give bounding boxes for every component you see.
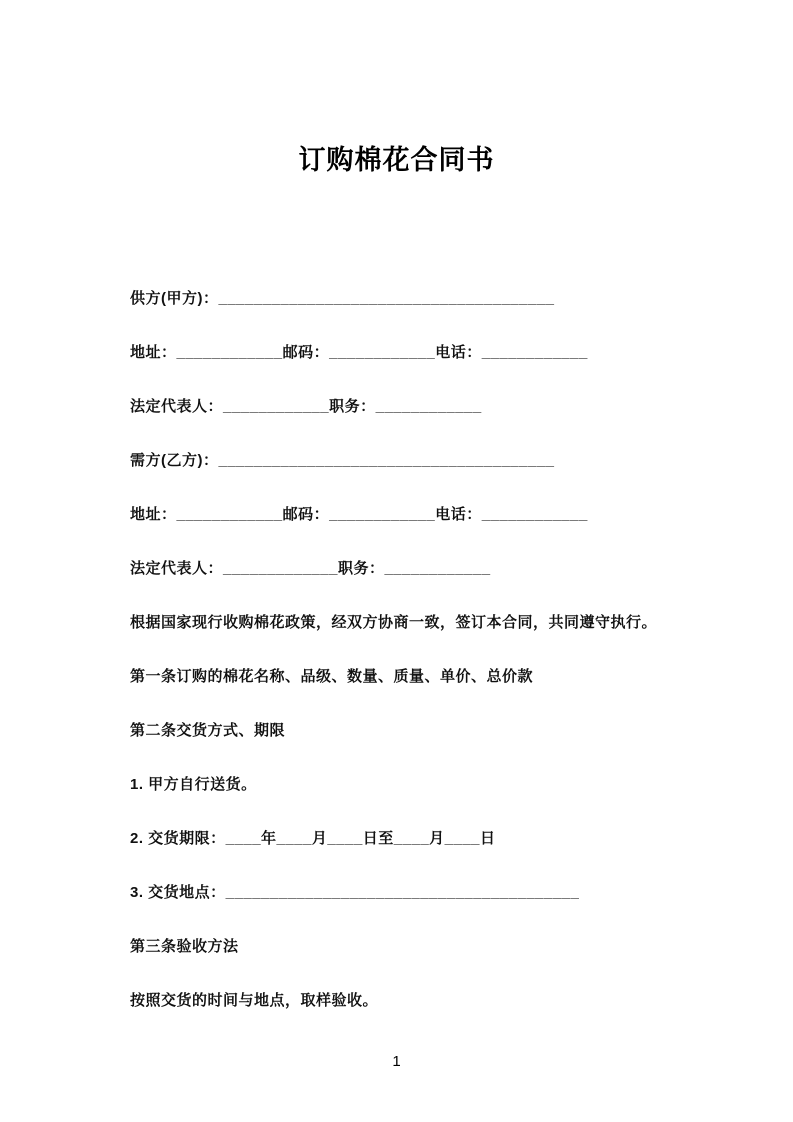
document-body	[0, 289, 793, 1011]
paragraph-supplier-legal-representative: 法定代表人：____________职务：____________	[130, 398, 482, 415]
paragraph-article-2-item-2-delivery-deadline: 2. 交货期限：____年____月____日至____月____日	[130, 830, 496, 847]
paragraph-article-1: 第一条订购的棉花名称、品级、数量、质量、单价、总价款	[130, 668, 534, 685]
paragraph-article-3: 第三条验收方法	[130, 938, 239, 955]
paragraph-article-2: 第二条交货方式、期限	[130, 722, 286, 739]
paragraph-article-2-item-3-delivery-place: 3. 交货地点：________________________________________	[130, 884, 580, 901]
paragraph-supplier-party-a: 供方(甲方)：______________________________________	[130, 290, 555, 307]
paragraph-article-3-inspection: 按照交货的时间与地点，取样验收。	[130, 992, 379, 1009]
paragraph-supplier-address-zip-phone: 地址：____________邮码：____________电话：____________	[130, 344, 588, 361]
page-number: 1	[392, 1053, 401, 1070]
paragraph-buyer-party-b: 需方(乙方)：______________________________________	[130, 452, 555, 469]
paragraph-preamble: 根据国家现行收购棉花政策，经双方协商一致，签订本合同，共同遵守执行。	[130, 614, 658, 631]
document-title: 订购棉花合同书	[298, 145, 495, 175]
paragraph-buyer-address-zip-phone: 地址：____________邮码：____________电话：____________	[130, 506, 588, 523]
paragraph-article-2-item-1: 1. 甲方自行送货。	[130, 776, 257, 793]
paragraph-buyer-legal-representative: 法定代表人：_____________职务：____________	[130, 560, 491, 577]
